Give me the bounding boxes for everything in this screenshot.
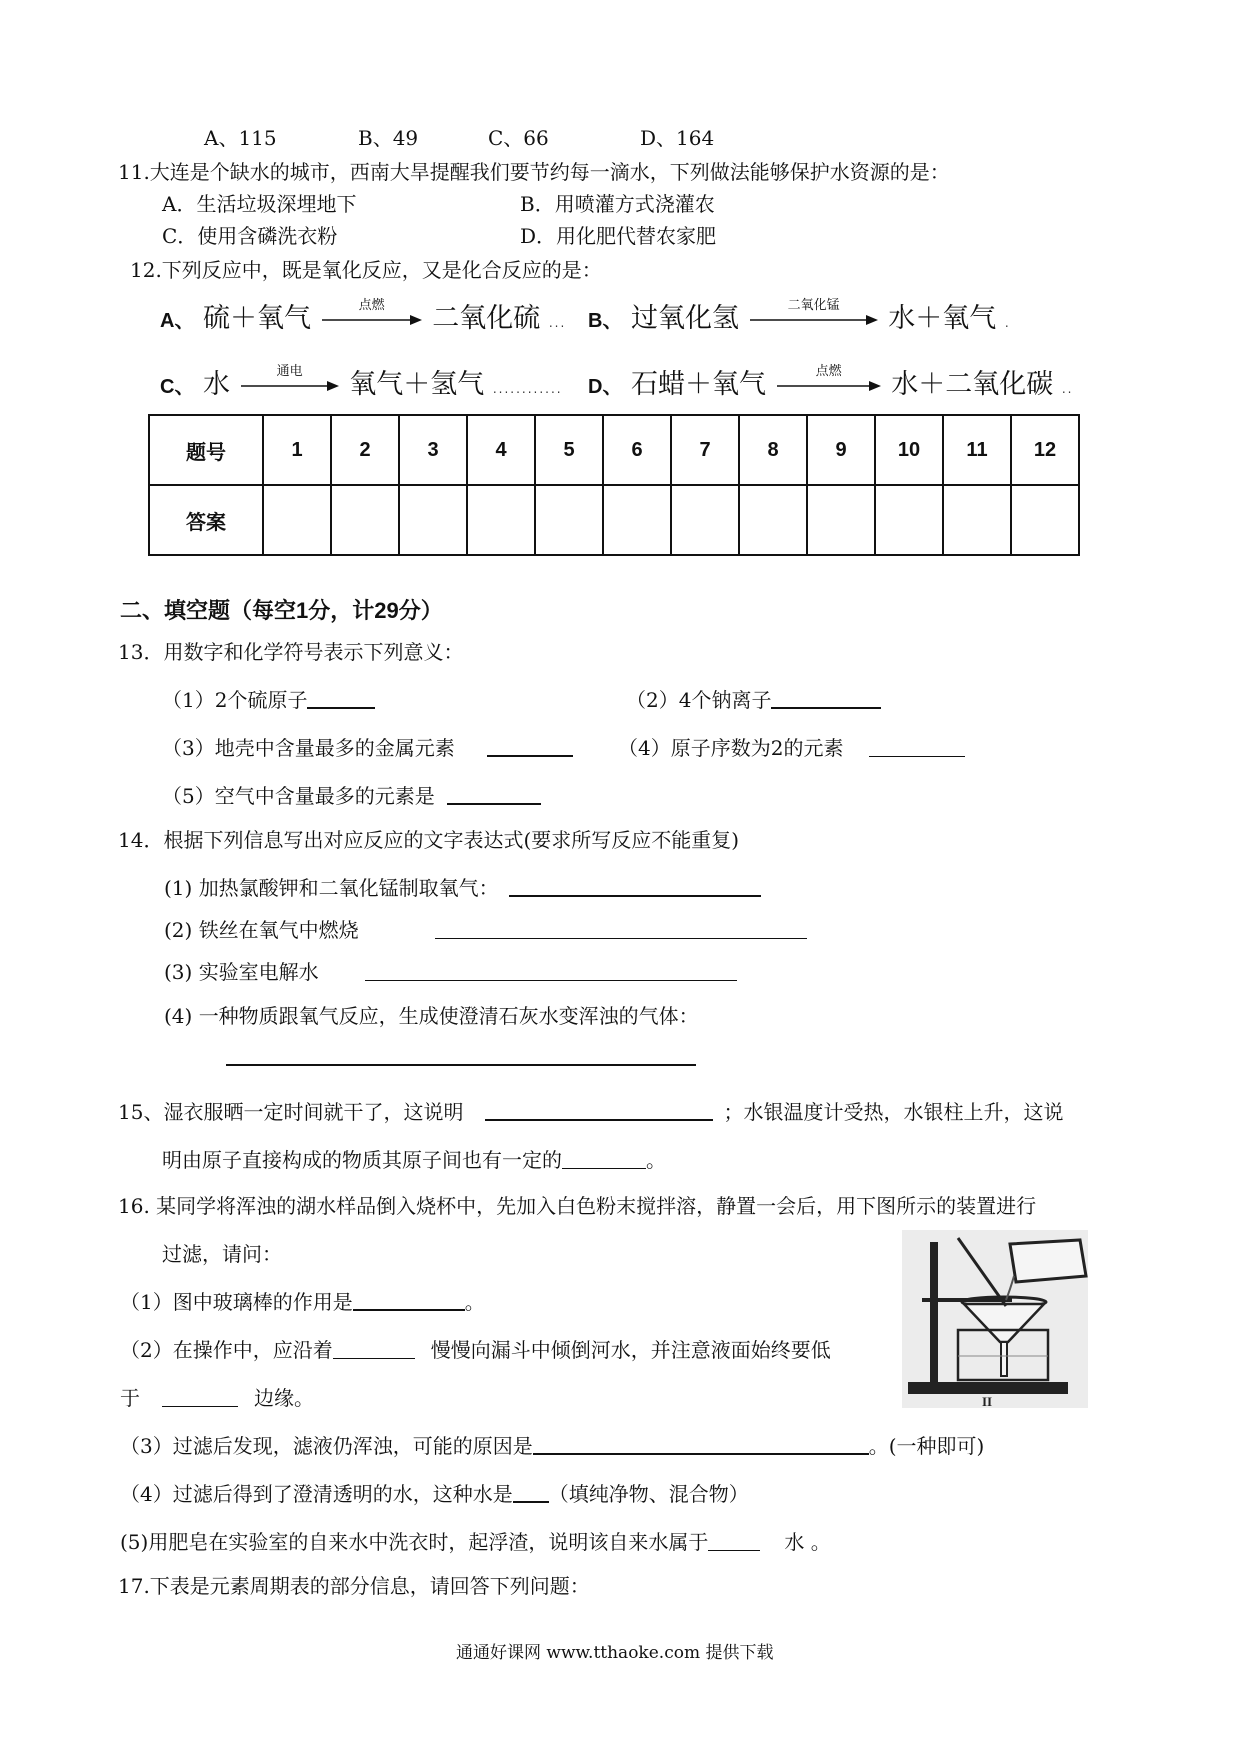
q16-part-2 (120, 1334, 831, 1363)
option-d: D、164 (640, 126, 715, 150)
reaction-condition: 二氧化锰 (787, 297, 840, 313)
table-row-numbers (149, 415, 1079, 485)
answer-cell[interactable] (331, 485, 399, 555)
reaction-condition: 点燃 (815, 363, 842, 379)
text: 15、湿衣服晒一定时间就干了，这说明 (118, 1100, 464, 1124)
text: 。(一种即可) (868, 1434, 985, 1458)
q11-option-d: D．用化肥代替农家肥 (520, 224, 717, 248)
text: 。 (464, 1290, 485, 1314)
reactants: 石蜡＋氧气 (631, 369, 767, 400)
answer-table (148, 414, 1080, 556)
reactants: 水 (203, 369, 231, 400)
answer-blank[interactable] (513, 1483, 549, 1503)
q14-part-2 (164, 914, 807, 943)
text: （4）过滤后得到了澄清透明的水，这种水是 (120, 1482, 513, 1506)
option-label: D、 (588, 376, 623, 398)
figure-label: II (982, 1394, 993, 1408)
q15-line-1 (118, 1096, 1063, 1125)
question-number-cell: 7 (671, 415, 739, 485)
option-label: B、 (588, 310, 623, 332)
text: （填纯净物、混合物） (548, 1482, 749, 1506)
answer-cell[interactable] (671, 485, 739, 555)
option-label: C、 (160, 376, 195, 398)
text: (5)用肥皂在实验室的自来水中洗衣时，起浮渣，说明该自来水属于 (120, 1530, 709, 1554)
reaction-arrow (241, 363, 339, 392)
answer-blank[interactable] (365, 962, 737, 981)
text: 边缘。 (254, 1386, 314, 1410)
q13-part-1 (162, 684, 375, 713)
q12-option-b: B、 过氧化氢 二氧化锰 水＋氧气 . (588, 296, 1011, 335)
answer-blank[interactable] (353, 1291, 465, 1311)
text: 慢慢向漏斗中倾倒河水，并注意液面始终要低 (430, 1338, 831, 1362)
question-number-cell: 10 (875, 415, 943, 485)
question-number-cell: 4 (467, 415, 535, 485)
text: （2）在操作中，应沿着 (120, 1338, 333, 1362)
q12-option-a: A、 硫＋氧气 点燃 二氧化硫 ... (160, 296, 566, 335)
answer-cell[interactable] (1011, 485, 1079, 555)
table-row-answers (149, 485, 1079, 555)
q17-stem: 17.下表是元素周期表的部分信息，请回答下列问题： (118, 1574, 590, 1598)
part-text: （1）2个硫原子 (162, 688, 308, 712)
answer-blank[interactable] (771, 689, 881, 709)
q14-part-3 (164, 956, 737, 985)
answer-blank[interactable] (869, 738, 965, 757)
q16-stem-cont: 过滤，请问： (162, 1242, 282, 1266)
question-number-cell: 9 (807, 415, 875, 485)
products: 氧气＋氢气 (349, 369, 485, 400)
option-a: A、115 (204, 126, 277, 150)
answer-blank[interactable] (562, 1150, 646, 1169)
q16-part-3 (120, 1430, 984, 1459)
answer-blank[interactable] (435, 920, 807, 939)
answer-blank[interactable] (162, 1388, 238, 1407)
question-number-cell: 5 (535, 415, 603, 485)
reaction-arrow (777, 363, 881, 392)
text: 。 (646, 1148, 666, 1172)
answer-cell[interactable] (875, 485, 943, 555)
q14-stem: 14．根据下列信息写出对应反应的文字表达式(要求所写反应不能重复) (118, 828, 740, 852)
text: 于 (120, 1386, 140, 1410)
q11-option-b: B．用喷灌方式浇灌农 (520, 192, 715, 216)
answer-blank[interactable] (509, 877, 761, 897)
part-text: (3) 实验室电解水 (164, 960, 319, 984)
answer-cell[interactable] (739, 485, 807, 555)
text: ；水银温度计受热，水银柱上升，这说 (723, 1100, 1064, 1124)
q15-line-2 (162, 1144, 666, 1173)
text: （1）图中玻璃棒的作用是 (120, 1290, 353, 1314)
q11-option-a: A．生活垃圾深埋地下 (162, 192, 357, 216)
q14-part-4: (4) 一种物质跟氧气反应，生成使澄清石灰水变浑浊的气体： (164, 1004, 699, 1028)
q11-stem: 11.大连是个缺水的城市，西南大旱提醒我们要节约每一滴水，下列做法能够保护水资源的是： (118, 160, 950, 184)
answer-cell[interactable] (263, 485, 331, 555)
q16-part-1 (120, 1286, 485, 1315)
filtration-apparatus-figure (902, 1230, 1088, 1408)
section-title: 二、填空题（每空1分，计29分） (120, 598, 443, 623)
part-text: （5）空气中含量最多的元素是 (162, 784, 435, 808)
answer-blank[interactable] (485, 1101, 713, 1121)
question-number-cell: 11 (943, 415, 1011, 485)
q12-stem: 12.下列反应中，既是氧化反应，又是化合反应的是： (130, 258, 602, 282)
reaction-arrow (322, 297, 422, 326)
answer-blank[interactable] (447, 785, 541, 805)
reaction-condition: 通电 (276, 363, 303, 379)
option-b: B、49 (358, 126, 419, 150)
header-answer: 答案 (149, 485, 263, 555)
q16-part-2-cont (120, 1382, 314, 1411)
answer-cell[interactable] (467, 485, 535, 555)
q16-part-5 (120, 1526, 831, 1555)
reaction-arrow (750, 297, 878, 326)
answer-blank[interactable] (333, 1340, 415, 1359)
answer-blank[interactable] (533, 1435, 869, 1455)
q13-part-5 (162, 780, 541, 809)
question-number-cell: 2 (331, 415, 399, 485)
question-number-cell: 1 (263, 415, 331, 485)
question-number-cell: 12 (1011, 415, 1079, 485)
q12-option-d: D、 石蜡＋氧气 点燃 水＋二氧化碳 .. (588, 362, 1073, 401)
part-text: （2）4个钠离子 (626, 688, 772, 712)
text: （3）过滤后发现，滤液仍浑浊，可能的原因是 (120, 1434, 533, 1458)
q13-part-4 (618, 732, 965, 761)
answer-blank[interactable] (487, 737, 573, 757)
answer-cell[interactable] (807, 485, 875, 555)
option-c: C、66 (488, 126, 549, 150)
header-question-number: 题号 (149, 415, 263, 485)
q13-part-2 (626, 684, 881, 713)
question-number-cell: 3 (399, 415, 467, 485)
answer-blank[interactable] (708, 1532, 760, 1551)
filtration-apparatus-icon (902, 1230, 1088, 1408)
products: 水＋二氧化碳 (891, 369, 1054, 400)
question-number-cell: 8 (739, 415, 807, 485)
answer-cell[interactable] (943, 485, 1011, 555)
q11-option-c: C．使用含磷洗衣粉 (162, 224, 338, 248)
option-label: A、 (160, 310, 195, 332)
reactants: 硫＋氧气 (203, 303, 312, 334)
answer-blank[interactable] (307, 689, 375, 709)
part-text: (1) 加热氯酸钾和二氧化锰制取氧气： (164, 876, 499, 900)
reaction-condition: 点燃 (358, 297, 385, 313)
part-text: （3）地壳中含量最多的金属元素 (162, 736, 455, 760)
part-text: （4）原子序数为2的元素 (618, 736, 844, 760)
answer-cell[interactable] (399, 485, 467, 555)
q12-option-c: C、 水 通电 氧气＋氢气 ............ (160, 362, 563, 401)
q13-stem: 13．用数字和化学符号表示下列意义： (118, 640, 464, 664)
answer-blank[interactable] (226, 1064, 696, 1066)
products: 水＋氧气 (888, 303, 997, 334)
part-text: (2) 铁丝在氧气中燃烧 (164, 918, 359, 942)
reactants: 过氧化氢 (631, 303, 740, 334)
answer-cell[interactable] (603, 485, 671, 555)
text: 水 。 (784, 1530, 831, 1554)
answer-cell[interactable] (535, 485, 603, 555)
footer-text: 通通好课网 www.tthaoke.com 提供下载 (456, 1643, 774, 1663)
question-number-cell: 6 (603, 415, 671, 485)
q16-part-4 (120, 1478, 749, 1507)
text: 明由原子直接构成的物质其原子间也有一定的 (162, 1148, 562, 1172)
q14-part-1 (164, 872, 761, 901)
q16-stem: 16. 某同学将浑浊的湖水样品倒入烧杯中，先加入白色粉末搅拌溶，静置一会后，用下图所示的装置进行 (118, 1194, 1037, 1218)
q13-part-3 (162, 732, 573, 761)
products: 二氧化硫 (432, 303, 541, 334)
